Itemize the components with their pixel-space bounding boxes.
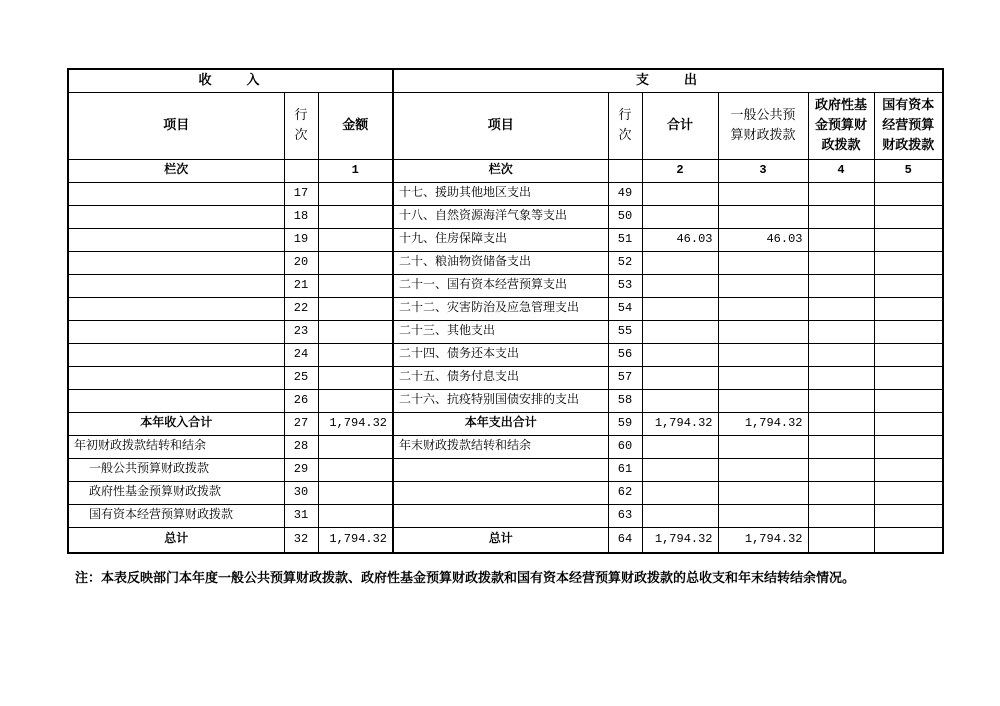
expense-item-header: 项目 (393, 92, 608, 159)
income-item: 一般公共预算财政拨款 (68, 458, 284, 481)
income-annual-total-label: 本年收入合计 (68, 412, 284, 435)
expense-total (642, 481, 718, 504)
income-item (68, 274, 284, 297)
income-amount (318, 389, 393, 412)
expense-general-budget (718, 320, 808, 343)
income-line-number: 18 (284, 205, 318, 228)
expense-gov-fund (808, 435, 874, 458)
income-amount (318, 274, 393, 297)
income-amount (318, 228, 393, 251)
income-line-number: 21 (284, 274, 318, 297)
income-amount (318, 182, 393, 205)
expense-line-index (608, 159, 642, 182)
budget-summary-table (67, 68, 944, 554)
income-line-number: 20 (284, 251, 318, 274)
total-index: 2 (642, 159, 718, 182)
table-row (68, 481, 943, 504)
gov-fund-header-text: 政府性基金预算财政拨款 (814, 97, 867, 153)
income-amount (318, 504, 393, 527)
expense-state-capital (874, 481, 943, 504)
income-item (68, 366, 284, 389)
general-budget-header-text: 一般公共预算财政拨款 (730, 107, 796, 143)
income-amount: 1,794.32 (318, 527, 393, 553)
table-row (68, 251, 943, 274)
expense-item (393, 458, 608, 481)
expense-total (642, 504, 718, 527)
income-line-number: 29 (284, 458, 318, 481)
expense-line-number: 55 (608, 320, 642, 343)
expense-item: 二十二、灾害防治及应急管理支出 (393, 297, 608, 320)
expense-general-budget (718, 366, 808, 389)
income-line-number: 24 (284, 343, 318, 366)
expense-item (393, 504, 608, 527)
expense-gov-fund (808, 297, 874, 320)
expense-total (642, 320, 718, 343)
expense-general-budget: 1,794.32 (718, 527, 808, 553)
table-row (68, 458, 943, 481)
expense-item (393, 481, 608, 504)
income-amount (318, 251, 393, 274)
table-row (68, 297, 943, 320)
income-amount (318, 435, 393, 458)
expense-total: 1,794.32 (642, 527, 718, 553)
expense-total (642, 297, 718, 320)
expense-general-budget (718, 297, 808, 320)
expense-total (642, 458, 718, 481)
grand-total-row (68, 527, 943, 553)
expense-item: 二十一、国有资本经营预算支出 (393, 274, 608, 297)
income-amount (318, 320, 393, 343)
general-budget-header (718, 92, 808, 159)
gov-fund-index: 4 (808, 159, 874, 182)
expense-total (642, 182, 718, 205)
expense-item: 二十六、抗疫特别国债安排的支出 (393, 389, 608, 412)
income-item: 国有资本经营预算财政拨款 (68, 504, 284, 527)
expense-general-budget (718, 435, 808, 458)
income-amount (318, 205, 393, 228)
annual-total-row (68, 412, 943, 435)
expense-line-number: 57 (608, 366, 642, 389)
expense-state-capital (874, 504, 943, 527)
expense-state-capital (874, 366, 943, 389)
income-grand-total-label: 总计 (68, 527, 284, 553)
income-item (68, 297, 284, 320)
income-line-number: 30 (284, 481, 318, 504)
expense-grand-total-label: 总计 (393, 527, 608, 553)
expense-gov-fund (808, 343, 874, 366)
expense-general-budget: 1,794.32 (718, 412, 808, 435)
expense-general-budget (718, 251, 808, 274)
expense-state-capital (874, 527, 943, 553)
column-header-row (68, 92, 943, 159)
expense-line-number: 63 (608, 504, 642, 527)
income-item (68, 251, 284, 274)
carryover-row (68, 435, 943, 458)
state-capital-header-text: 国有资本经营预算财政拨款 (882, 97, 935, 153)
expense-state-capital (874, 251, 943, 274)
expense-general-budget (718, 481, 808, 504)
table-row (68, 228, 943, 251)
column-index-row (68, 159, 943, 182)
expense-line-number: 49 (608, 182, 642, 205)
income-line-number: 31 (284, 504, 318, 527)
income-line-header (284, 92, 318, 159)
income-line-number: 27 (284, 412, 318, 435)
income-line-number: 19 (284, 228, 318, 251)
expense-total (642, 274, 718, 297)
income-line-number: 26 (284, 389, 318, 412)
income-item (68, 343, 284, 366)
income-item (68, 182, 284, 205)
expense-total (642, 205, 718, 228)
expense-item: 二十五、债务付息支出 (393, 366, 608, 389)
expense-gov-fund (808, 251, 874, 274)
expense-general-budget (718, 504, 808, 527)
table-footnote: 注：本表反映部门本年度一般公共预算财政拨款、政府性基金预算财政拨款和国有资本经营预算财政拨款的总收支和年末结转结余情况。 (75, 571, 856, 586)
expense-total (642, 435, 718, 458)
table-row (68, 389, 943, 412)
expense-general-budget (718, 343, 808, 366)
income-line-index (284, 159, 318, 182)
income-amount-header: 金额 (318, 92, 393, 159)
income-amount (318, 343, 393, 366)
income-line-number: 32 (284, 527, 318, 553)
income-line-number: 23 (284, 320, 318, 343)
income-item (68, 389, 284, 412)
expense-gov-fund (808, 458, 874, 481)
income-line-number: 28 (284, 435, 318, 458)
expense-state-capital (874, 343, 943, 366)
income-item: 政府性基金预算财政拨款 (68, 481, 284, 504)
income-item-header: 项目 (68, 92, 284, 159)
total-header: 合计 (642, 92, 718, 159)
income-section-title: 收 入 (68, 69, 393, 92)
income-item (68, 320, 284, 343)
expense-state-capital (874, 320, 943, 343)
expense-general-budget (718, 458, 808, 481)
state-capital-index: 5 (874, 159, 943, 182)
expense-line-number: 62 (608, 481, 642, 504)
expense-item: 二十、粮油物资储备支出 (393, 251, 608, 274)
expense-line-number: 64 (608, 527, 642, 553)
expense-item: 年末财政拨款结转和结余 (393, 435, 608, 458)
expense-gov-fund (808, 228, 874, 251)
expense-gov-fund (808, 182, 874, 205)
expense-state-capital (874, 297, 943, 320)
expense-state-capital (874, 458, 943, 481)
expense-total: 46.03 (642, 228, 718, 251)
expense-general-budget (718, 274, 808, 297)
table-row (68, 504, 943, 527)
expense-gov-fund (808, 504, 874, 527)
table-row (68, 320, 943, 343)
expense-total (642, 251, 718, 274)
income-line-header-text: 行次 (294, 107, 308, 143)
expense-state-capital (874, 389, 943, 412)
expense-section-title: 支 出 (393, 69, 943, 92)
gov-fund-header (808, 92, 874, 159)
expense-column-index-label: 栏次 (393, 159, 608, 182)
table-row (68, 182, 943, 205)
expense-line-number: 51 (608, 228, 642, 251)
expense-general-budget: 46.03 (718, 228, 808, 251)
expense-gov-fund (808, 481, 874, 504)
expense-item: 二十四、债务还本支出 (393, 343, 608, 366)
expense-gov-fund (808, 412, 874, 435)
income-amount (318, 297, 393, 320)
income-item (68, 228, 284, 251)
income-column-index-label: 栏次 (68, 159, 284, 182)
expense-state-capital (874, 228, 943, 251)
expense-gov-fund (808, 274, 874, 297)
income-item: 年初财政拨款结转和结余 (68, 435, 284, 458)
expense-total: 1,794.32 (642, 412, 718, 435)
table-row (68, 205, 943, 228)
expense-state-capital (874, 274, 943, 297)
expense-line-number: 58 (608, 389, 642, 412)
table-row (68, 366, 943, 389)
expense-gov-fund (808, 320, 874, 343)
expense-item: 二十三、其他支出 (393, 320, 608, 343)
expense-gov-fund (808, 366, 874, 389)
expense-total (642, 343, 718, 366)
general-budget-index: 3 (718, 159, 808, 182)
expense-state-capital (874, 182, 943, 205)
expense-line-number: 50 (608, 205, 642, 228)
table-row (68, 343, 943, 366)
income-amount (318, 366, 393, 389)
expense-line-number: 52 (608, 251, 642, 274)
expense-line-number: 59 (608, 412, 642, 435)
income-amount-index: 1 (318, 159, 393, 182)
expense-gov-fund (808, 527, 874, 553)
income-amount (318, 481, 393, 504)
expense-item: 十九、住房保障支出 (393, 228, 608, 251)
expense-general-budget (718, 205, 808, 228)
expense-gov-fund (808, 205, 874, 228)
expense-line-number: 61 (608, 458, 642, 481)
expense-gov-fund (808, 389, 874, 412)
expense-state-capital (874, 205, 943, 228)
state-capital-header (874, 92, 943, 159)
income-item (68, 205, 284, 228)
income-line-number: 17 (284, 182, 318, 205)
income-amount (318, 458, 393, 481)
income-amount: 1,794.32 (318, 412, 393, 435)
expense-line-number: 60 (608, 435, 642, 458)
section-header-row (68, 69, 943, 92)
expense-item: 十八、自然资源海洋气象等支出 (393, 205, 608, 228)
table-row (68, 274, 943, 297)
expense-state-capital (874, 412, 943, 435)
income-line-number: 22 (284, 297, 318, 320)
expense-general-budget (718, 389, 808, 412)
income-line-number: 25 (284, 366, 318, 389)
expense-line-number: 53 (608, 274, 642, 297)
expense-state-capital (874, 435, 943, 458)
expense-total (642, 366, 718, 389)
expense-line-number: 54 (608, 297, 642, 320)
expense-line-header (608, 92, 642, 159)
expense-annual-total-label: 本年支出合计 (393, 412, 608, 435)
expense-line-header-text: 行次 (618, 107, 632, 143)
expense-general-budget (718, 182, 808, 205)
expense-line-number: 56 (608, 343, 642, 366)
expense-total (642, 389, 718, 412)
expense-item: 十七、援助其他地区支出 (393, 182, 608, 205)
